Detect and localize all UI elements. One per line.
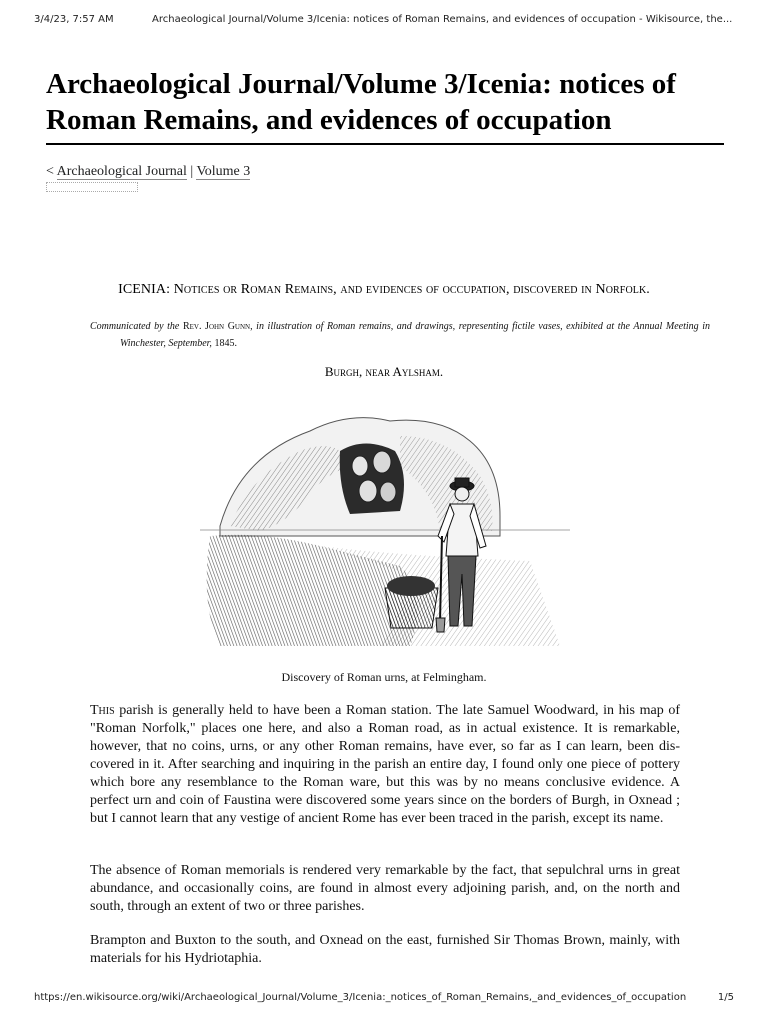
breadcrumb-link-journal[interactable]: Archaeological Journal — [56, 164, 187, 179]
body-paragraph-2: The absence of Roman memorials is rendered very remarkable by the fact, that sepulchral urns in great abundance, and occasionally coins, are found in almost every adjoining parish, and, on the north and south, through an extent of two or three parishes. — [90, 863, 680, 914]
header-placeholder-box — [46, 182, 138, 192]
figure-caption: Discovery of Roman urns, at Felmingham. — [281, 670, 487, 684]
place-heading: Burgh, near Aylsham. — [324, 364, 444, 379]
print-footer — [34, 992, 734, 1003]
body-paragraph-1 — [90, 702, 680, 828]
breadcrumb-link-volume[interactable]: Volume 3 — [196, 164, 251, 179]
print-header — [34, 14, 734, 25]
page-title: Archaeological Journal/Volume 3/Icenia: notices of Roman Remains, and evidences of occupation — [46, 66, 724, 145]
breadcrumb-separator: | — [190, 164, 194, 179]
communicated-note — [90, 318, 710, 352]
breadcrumb-prefix: < — [46, 164, 54, 179]
breadcrumb — [46, 164, 250, 180]
body-paragraph-3: Brampton and Buxton to the south, and Oxnead on the east, furnished Sir Thomas Brown, mainly, with materials for his Hydriotaphia. — [90, 933, 680, 966]
paragraph-1-text: parish is generally held to have been a Roman station. The late Samuel Woodward, in his map of "Roman Norfolk," places one here, and also a Roman road, as in actual existence. It is remarkable, however, that no coins, urns, or any other Roman remains, have ever, so far as I can learn, been dis- covered in it. After searching and inquiring in the parish an entire day, I found only one piece of pottery which bore any resemblance to the Roman ware, but this was by no means conclusive evidence. A perfect urn and coin of Faustina were discovered some years since on the borders of Burgh, in Oxnead ; but I cannot learn that any vestige of ancient Rome has ever been traced in the parish, except its name. — [90, 703, 680, 826]
paragraph-1-lead: This — [90, 703, 115, 718]
print-timestamp: 3/4/23, 7:57 AM — [34, 14, 114, 25]
communicated-year: 1845. — [214, 338, 237, 349]
print-page-number: 1/5 — [717, 992, 734, 1003]
section-heading: ICENIA: Notices or Roman Remains, and evidences of occupation, discovered in Norfolk. — [118, 282, 650, 297]
communicated-lead: Communicated by the — [90, 321, 180, 332]
communicated-rest: , in illustration of Roman remains, and drawings, representing fictile vases, exhibited at the Annual Meeting in Winchester, September, — [120, 321, 710, 349]
communicated-author: Rev. John Gunn — [182, 321, 251, 332]
urn-discovery-engraving — [200, 396, 570, 654]
print-doc-title: Archaeological Journal/Volume 3/Icenia: notices of Roman Remains, and evidences of occupation - Wikisource, the... — [152, 14, 733, 25]
print-url: https://en.wikisource.org/wiki/Archaeological_Journal/Volume_3/Icenia:_notices_of_Roman_Remains,_and_evidences_of_occupation — [34, 992, 687, 1003]
